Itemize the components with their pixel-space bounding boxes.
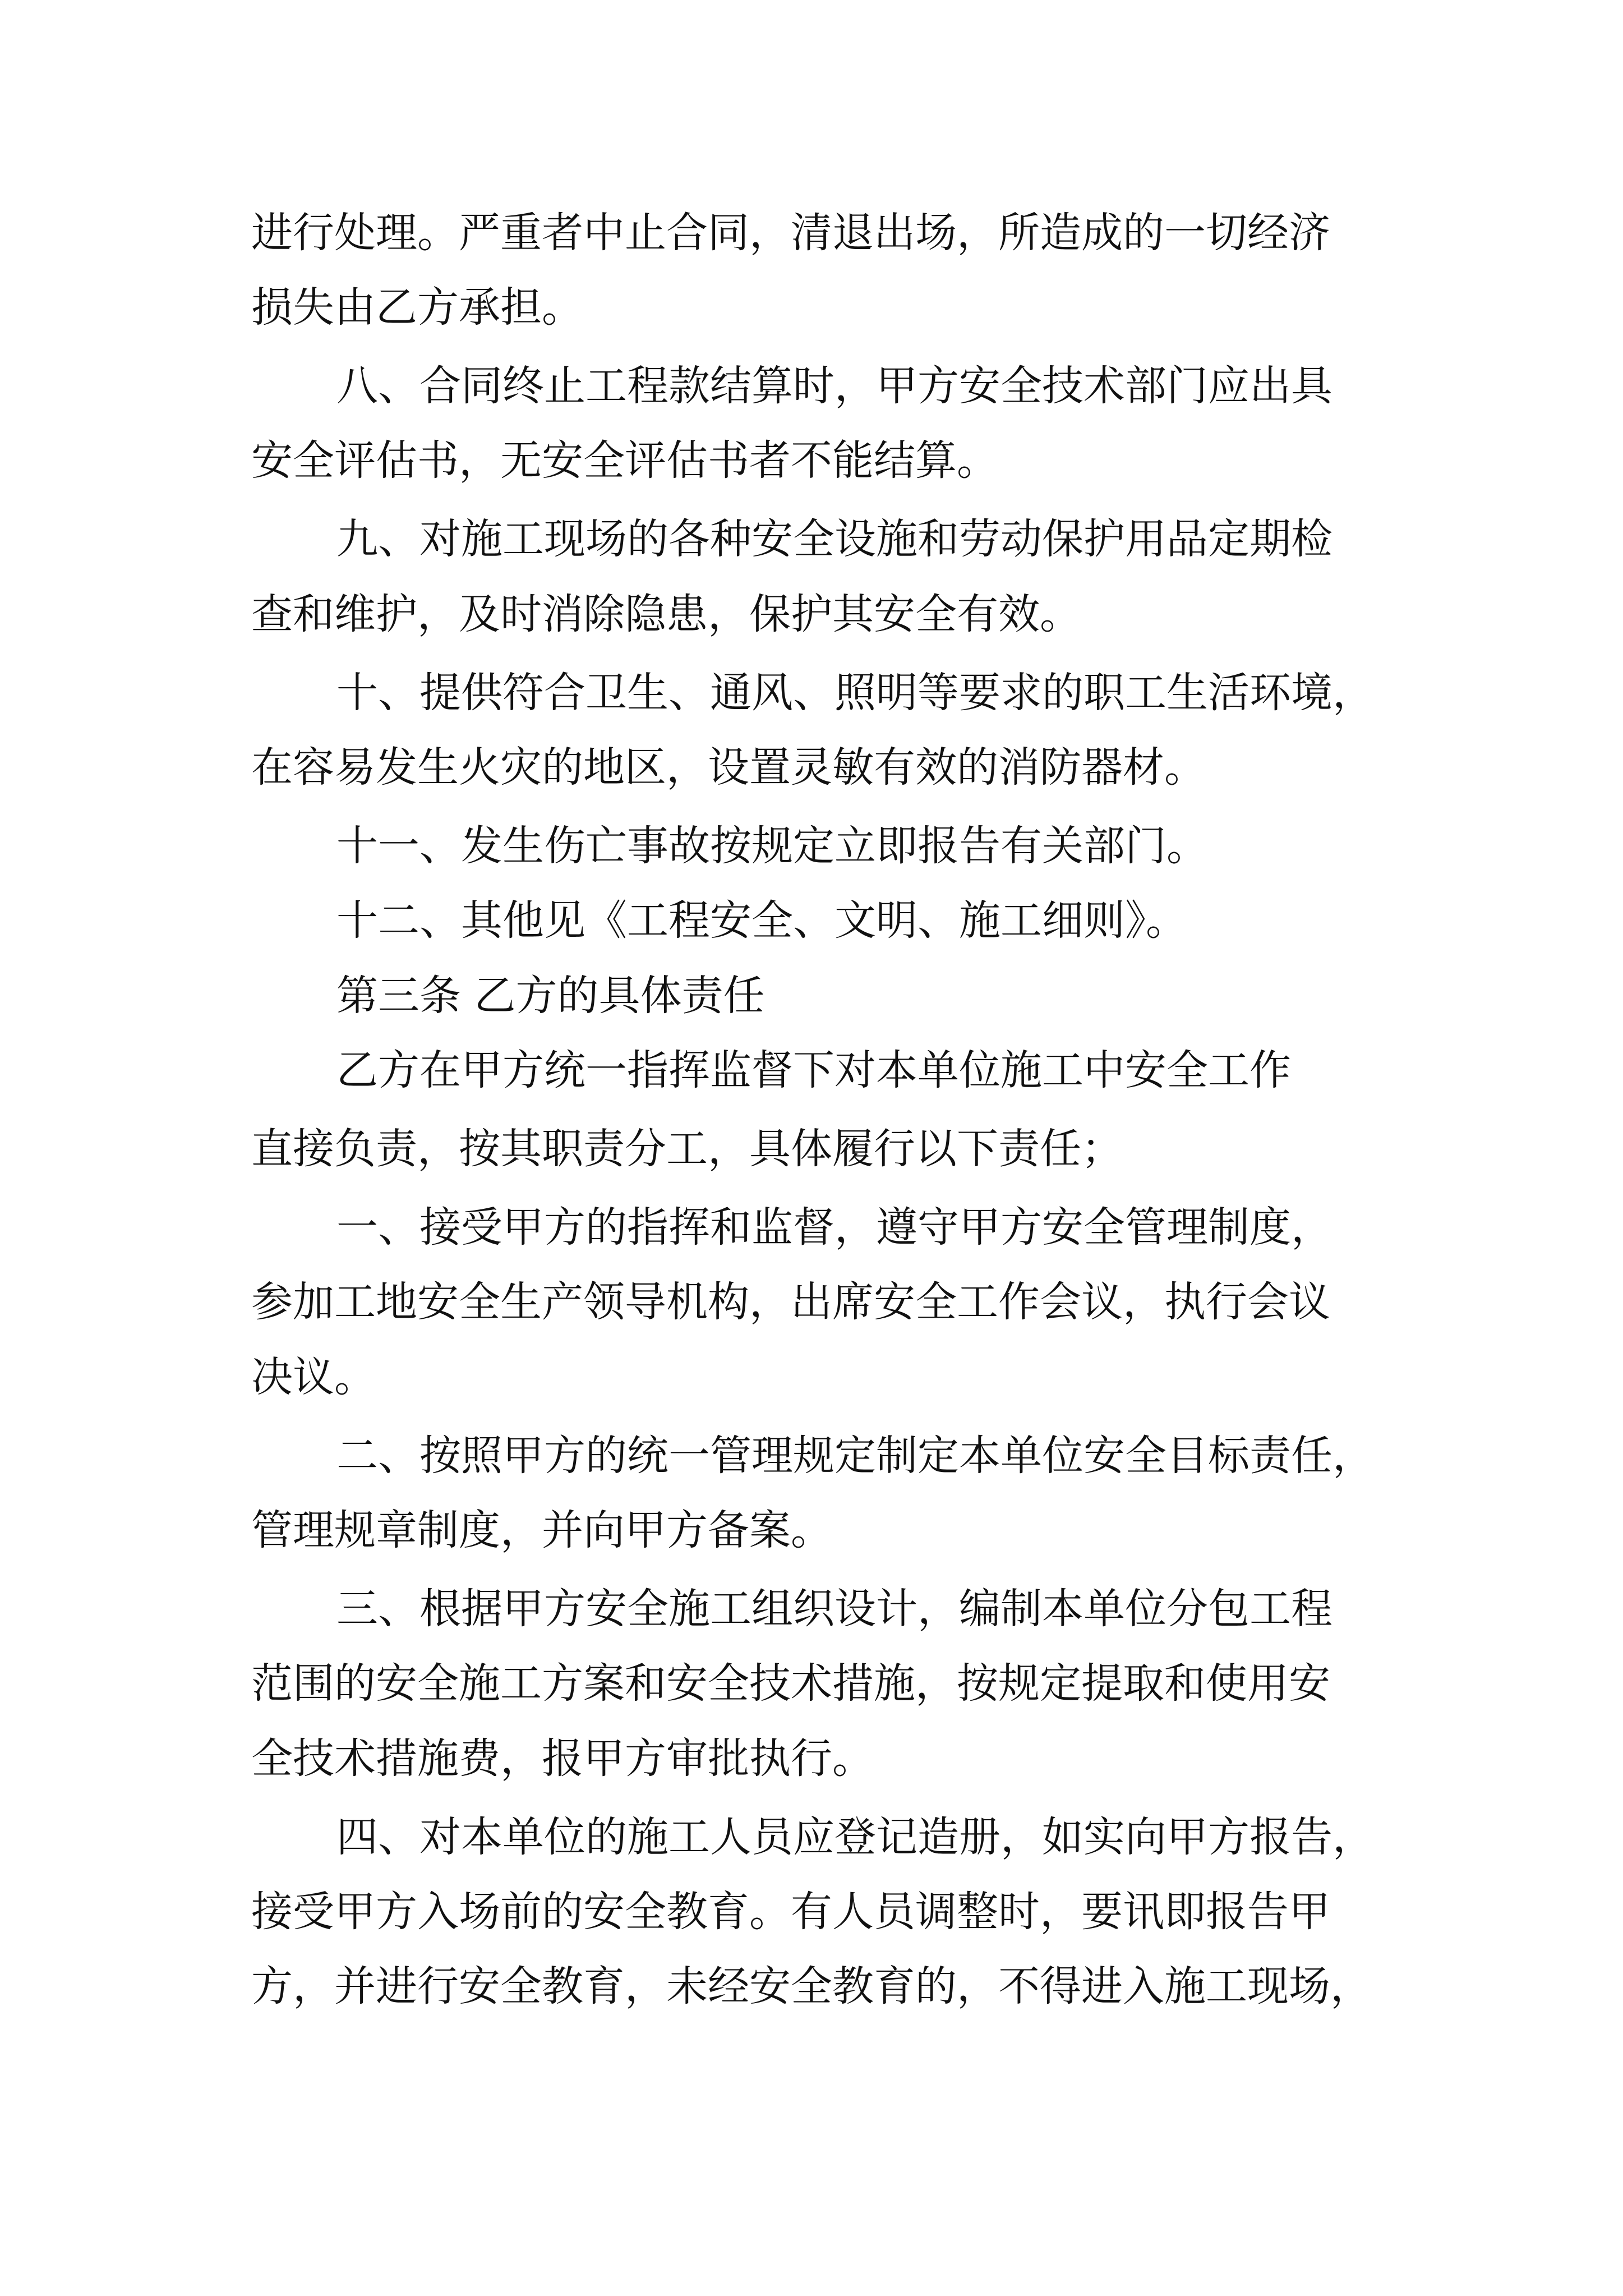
text-line: 乙方在甲方统一指挥监督下对本单位施工中安全工作: [336, 1046, 1291, 1094]
text-line: 三、根据甲方安全施工组织设计，编制本单位分包工程: [336, 1585, 1332, 1633]
text-line: 四、对本单位的施工人员应登记造册，如实向甲方报告，: [336, 1813, 1374, 1861]
text-line: 决议。: [251, 1353, 376, 1401]
text-line: 查和维护，及时消除隐患，保护其安全有效。: [251, 590, 1081, 638]
text-line: 一、接受甲方的指挥和监督，遵守甲方安全管理制度，: [336, 1203, 1332, 1251]
section-heading: 第三条 乙方的具体责任: [336, 972, 765, 1020]
text-line: 管理规章制度，并向甲方备案。: [251, 1506, 832, 1554]
text-line: 范围的安全施工方案和安全技术措施，按规定提取和使用安: [251, 1659, 1330, 1708]
text-line: 十、提供符合卫生、通风、照明等要求的职工生活环境，: [336, 669, 1374, 717]
text-line: 方，并进行安全教育，未经安全教育的，不得进入施工现场，: [251, 1962, 1372, 2010]
text-line: 损失由乙方承担。: [251, 283, 583, 332]
text-line: 全技术措施费，报甲方审批执行。: [251, 1734, 874, 1783]
text-line: 参加工地安全生产领导机构，出席安全工作会议，执行会议: [251, 1278, 1330, 1326]
text-line: 进行处理。严重者中止合同，清退出场，所造成的一切经济: [251, 209, 1330, 257]
text-line: 二、按照甲方的统一管理规定制定本单位安全目标责任，: [336, 1432, 1374, 1480]
text-line: 十二、其他见《工程安全、文明、施工细则》。: [336, 896, 1187, 945]
text-line: 接受甲方入场前的安全教育。有人员调整时，要讯即报告甲: [251, 1888, 1330, 1936]
text-line: 直接负责，按其职责分工，具体履行以下责任；: [251, 1125, 1123, 1173]
text-line: 八、合同终止工程款结算时，甲方安全技术部门应出具: [336, 362, 1332, 410]
text-line: 十一、发生伤亡事故按规定立即报告有关部门。: [336, 822, 1208, 870]
document-page: [251, 202, 1384, 2109]
text-line: 九、对施工现场的各种安全设施和劳动保护用品定期检: [336, 515, 1332, 563]
text-line: 在容易发生火灾的地区，设置灵敏有效的消防器材。: [251, 743, 1206, 792]
text-line: 安全评估书，无安全评估书者不能结算。: [251, 436, 998, 485]
